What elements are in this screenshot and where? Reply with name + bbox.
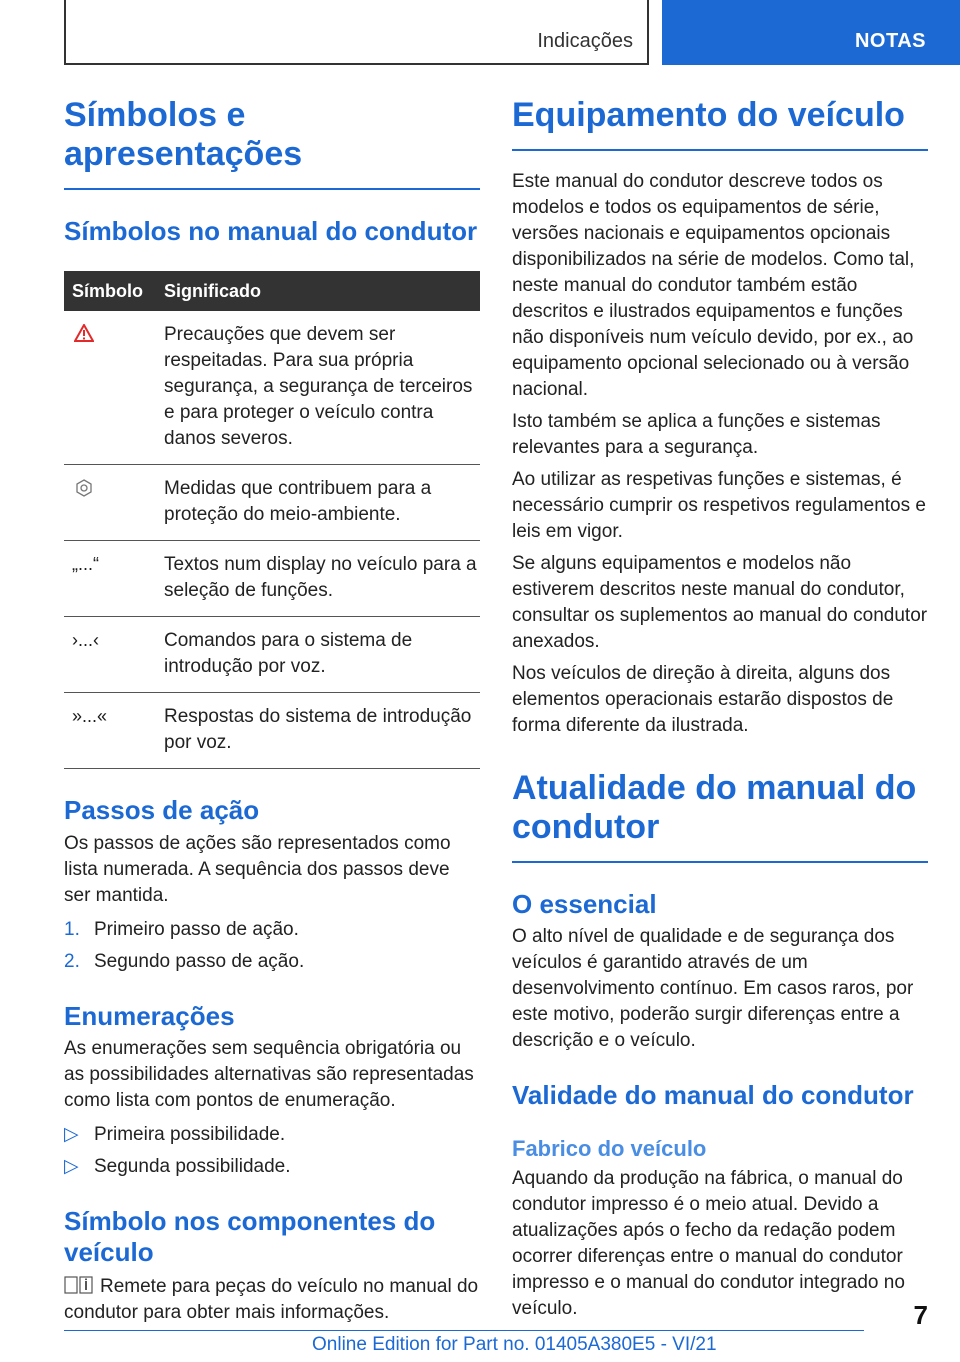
right-column — [512, 96, 928, 1322]
table-row — [64, 617, 480, 693]
symbol-cell: »...« — [72, 706, 108, 727]
vehicle-component-icon — [64, 1275, 94, 1295]
header-chapter-label: NOTAS — [854, 30, 926, 52]
meaning-cell: Respostas do sistema de introdução por voz. — [164, 706, 472, 754]
footer-divider — [64, 1330, 864, 1331]
environment-icon — [74, 478, 94, 498]
equipment-paragraph: Se alguns equipamentos e modelos não estiverem descritos neste manual do condutor, consultar os suplementos ao manual do condutor anexados. — [512, 553, 928, 653]
bullet-triangle-icon: ▷ — [64, 1123, 79, 1145]
symbol-table — [64, 271, 480, 769]
heading-action-steps: Passos de ação — [64, 795, 260, 826]
list-item — [64, 1154, 480, 1180]
table-row — [64, 541, 480, 617]
symbol-table-header — [64, 271, 480, 311]
component-symbol-paragraph — [64, 1274, 480, 1326]
heading-vehicle-production: Fabrico do veículo — [512, 1135, 707, 1161]
bullet-triangle-icon: ▷ — [64, 1155, 79, 1177]
meaning-cell: Comandos para o sistema de introdução por voz. — [164, 630, 413, 678]
heading-essential: O essencial — [512, 889, 657, 920]
table-row — [64, 693, 480, 769]
table-row — [64, 311, 480, 465]
enumerations-text: As enumerações sem sequência obrigatória ou as possibilidades alternativas são representadas como lista com pontos de enumeração. — [64, 1037, 474, 1111]
equipment-paragraph: Isto também se aplica a funções e sistemas relevantes para a segurança. — [512, 411, 881, 459]
warning-triangle-icon — [74, 324, 94, 342]
table-row — [64, 465, 480, 541]
action-steps-text: Os passos de ações são representados como lista numerada. A sequência dos passos deve ser mantida. — [64, 832, 451, 906]
meaning-cell: Textos num display no veículo para a seleção de funções. — [164, 554, 477, 602]
vehicle-production-text: Aquando da produção na fábrica, o manual do condutor impresso é o meio atual. Devido a atualizações após o fecho da redação podem ocorrer diferenças entre o manual do condutor impresso e o manual do condutor integrado no veículo. — [512, 1168, 905, 1320]
heading-enumerations: Enumerações — [64, 1000, 235, 1031]
list-text: Primeiro passo de ação. — [94, 918, 299, 940]
symbol-cell: ›...‹ — [72, 630, 99, 651]
list-item — [64, 917, 480, 943]
symbol-cell — [64, 322, 164, 452]
footer-edition: Online Edition for Part no. 01405A380E5 - VI/21 — [312, 1334, 717, 1355]
symbol-col-header: Símbolo — [72, 280, 143, 301]
list-number: 2. — [64, 950, 80, 972]
equipment-paragraph: Este manual do condutor descreve todos os modelos e todos os equipamentos de série, versões nacionais e equipamentos opcionais disponibilizados na série de modelos. Como tal, neste manual do condutor também estão descritos e ilustrados equipamentos e funções não disponíveis num veículo devido, por ex., ao equipamento opcional selecionado ou à versão nacional. — [512, 171, 915, 401]
list-item — [64, 1122, 480, 1148]
meaning-cell: Precauções que devem ser respeitadas. Para sua própria segurança, a segurança de terceiros e para proteger o veículo contra danos severos. — [164, 324, 473, 450]
list-item — [64, 949, 480, 975]
heading-symbols-manual: Símbolos no manual do condutor — [64, 216, 478, 247]
meaning-col-header: Significado — [164, 280, 262, 301]
left-column — [64, 96, 480, 1326]
header-chapter-tab — [662, 0, 960, 65]
symbol-cell — [64, 476, 164, 528]
component-symbol-text: Remete para peças do veículo no manual do condutor para obter mais informações. — [64, 1276, 479, 1324]
list-text: Primeira possibilidade. — [94, 1123, 286, 1145]
list-number: 1. — [64, 918, 80, 940]
header-section-box — [64, 0, 649, 65]
enumeration-list — [64, 1122, 480, 1180]
heading-component-symbol: Símbolo nos componentes do veículo — [64, 1205, 436, 1267]
essential-text: O alto nível de qualidade e de segurança dos veículos é garantido através de um desenvolvimento contínuo. Em casos raros, por este motivo, poderão surgir diferenças entre a descrição e o veículo. — [512, 926, 914, 1052]
section-title-manual-update: Atualidade do manual do condutor — [512, 769, 928, 863]
section-title-equipment: Equipamento do veículo — [512, 96, 928, 151]
section-title-symbols: Símbolos e apresentações — [64, 96, 480, 190]
meaning-cell: Medidas que contribuem para a proteção do meio-ambiente. — [164, 478, 432, 526]
equipment-paragraph: Ao utilizar as respetivas funções e sistemas, é necessário cumprir os respetivos regulamentos e leis em vigor. — [512, 469, 926, 543]
equipment-paragraph: Nos veículos de direção à direita, alguns dos elementos operacionais estarão dispostos de forma diferente da ilustrada. — [512, 663, 894, 737]
page-number: 7 — [913, 1300, 928, 1330]
symbol-cell: „...“ — [72, 554, 99, 575]
list-text: Segunda possibilidade. — [94, 1155, 291, 1177]
heading-manual-validity: Validade do manual do condutor — [512, 1080, 914, 1111]
action-steps-list — [64, 917, 480, 975]
list-text: Segundo passo de ação. — [94, 950, 305, 972]
header-section-title: Indicações — [537, 30, 633, 52]
